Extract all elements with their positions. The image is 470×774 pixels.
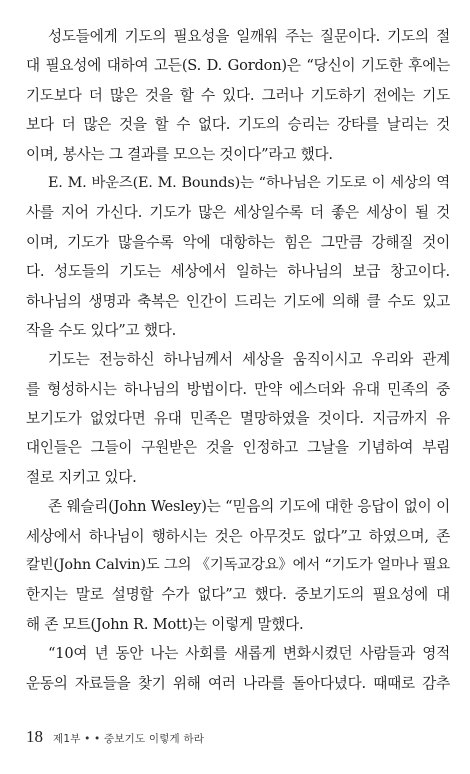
- text-line: 하나님의 생명과 축복은 인간이 드리는 기도에 의해 클 수도 있고: [26, 292, 450, 310]
- text-line: 보기도가 없었다면 유대 민족은 멸망하였을 것이다. 지금까지 유: [26, 410, 450, 428]
- text-line: 보다 더 많은 것을 할 수 없다. 기도의 승리는 강타를 날리는 것: [26, 116, 450, 134]
- text-line: 운동의 자료들을 찾기 위해 여러 나라를 돌아다녔다. 때때로 감추: [26, 674, 450, 692]
- text-line: 이며, 봉사는 그 결과를 모으는 것이다”라고 했다.: [26, 145, 333, 163]
- text-line: 기도는 전능하신 하나님께서 세상을 움직이시고 우리와 관계: [48, 351, 450, 369]
- text-line: 성도들에게 기도의 필요성을 일깨워 주는 질문이다. 기도의 절: [48, 28, 450, 45]
- text-line: 대인들은 그들이 구원받은 것을 인정하고 그날을 기념하여 부림: [26, 439, 450, 457]
- text-line: 대 필요성에 대하여 고든(S. D. Gordon)은 “당신이 기도한 후에는: [26, 57, 450, 75]
- text-line: “10여 년 동안 나는 사회를 새롭게 변화시켰던 사람들과 영적: [48, 645, 450, 663]
- text-line: 작을 수도 있다”고 했다.: [26, 321, 177, 339]
- text-line: 이며, 기도가 많을수록 악에 대항하는 힘은 그만큼 강해질 것이: [26, 233, 450, 251]
- text-line: 절로 지키고 있다.: [26, 468, 137, 486]
- running-head: 제1부 • • 중보기도 이렇게 하라: [53, 733, 205, 745]
- text-line: 세상에서 하나님이 행하시는 것은 아무것도 없다”고 하였으며, 존: [26, 527, 450, 545]
- text-line: 사를 지어 가신다. 기도가 많은 세상일수록 더 좋은 세상이 될 것: [26, 204, 450, 222]
- text-line: 기도보다 더 많은 것을 할 수 있다. 그러나 기도하기 전에는 기도: [26, 86, 450, 104]
- page-footer: [26, 727, 204, 751]
- text-line: E. M. 바운즈(E. M. Bounds)는 “하나님은 기도로 이 세상의 역: [48, 174, 450, 191]
- text-line: 다. 성도들의 기도는 세상에서 일하는 하나님의 보급 창고이다.: [26, 263, 450, 281]
- text-line: 한지는 말로 설명할 수가 없다”고 했다. 중보기도의 필요성에 대: [26, 586, 450, 604]
- text-line: 존 웨슬리(John Wesley)는 “믿음의 기도에 대한 응답이 없이 이: [48, 498, 450, 516]
- text-line: 해 존 모트(John R. Mott)는 이렇게 말했다.: [26, 615, 304, 633]
- text-line: 를 형성하시는 하나님의 방법이다. 만약 에스더와 유대 민족의 중: [26, 380, 450, 398]
- text-line: 칼빈(John Calvin)도 그의 《기독교강요》에서 “기도가 얼마나 필요: [26, 557, 450, 574]
- body-text: [26, 22, 450, 698]
- page-number: 18: [26, 727, 43, 746]
